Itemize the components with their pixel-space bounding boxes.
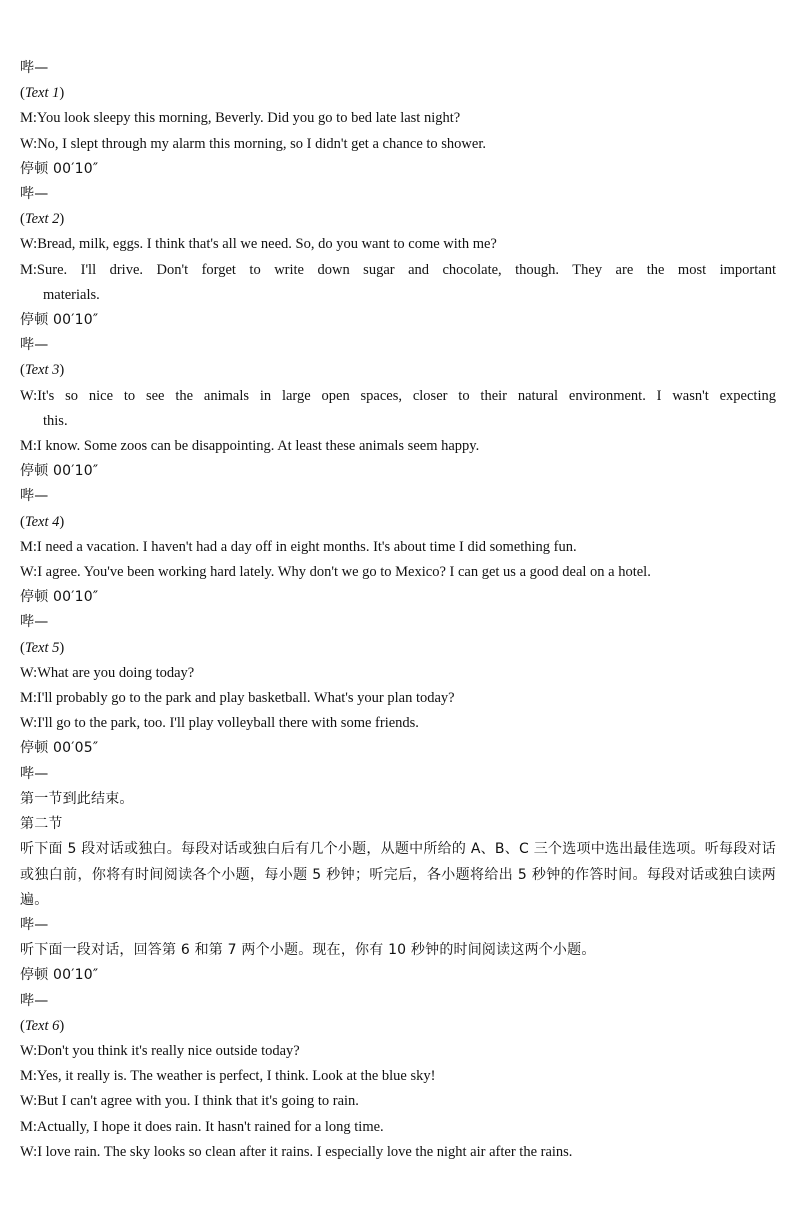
dialog-text: Sure. I'll drive. Don't forget to write down sugar and chocolate, though. They are the most important (36, 261, 776, 278)
beep-marker: 哔— (20, 916, 49, 933)
speaker-label: W: (20, 387, 38, 404)
text-number-label: (Text 5) (20, 639, 65, 656)
speaker-label: W: (20, 564, 38, 581)
speaker-label: W: (20, 1093, 38, 1110)
transcript-page (20, 56, 776, 1165)
text-number-label: (Text 3) (20, 362, 65, 379)
text-label-value: Text 5 (24, 639, 60, 656)
text-label-value: Text 1 (24, 85, 60, 102)
dialog-line-wrapped (20, 384, 776, 434)
text-label-value: Text 3 (24, 362, 60, 379)
speaker-label: M: (20, 1118, 37, 1135)
text-label-value: Text 4 (24, 513, 60, 530)
dialog-line (20, 661, 776, 686)
text-label-value: Text 2 (24, 211, 60, 228)
dialog-text: Yes, it really is. The weather is perfect, I think. Look at the blue sky! (36, 1068, 436, 1085)
section-note: 第一节到此结束。 (20, 790, 134, 807)
beep-marker: 哔— (20, 614, 49, 631)
dialog-text: Don't you think it's really nice outside today? (37, 1042, 300, 1059)
dialog-text: No, I slept through my alarm this morning, so I didn't get a chance to shower. (37, 135, 486, 152)
speaker-label: M: (20, 438, 37, 455)
text-number-label: (Text 2) (20, 211, 65, 228)
speaker-label: M: (20, 1068, 37, 1085)
beep-marker: 哔— (20, 992, 49, 1009)
dialog-line (20, 1140, 776, 1165)
dialog-line (20, 132, 776, 157)
section-instructions: 听下面 5 段对话或独白。每段对话或独白后有几个小题，从题中所给的 A、B、C 三个选项中选出最佳选项。听每段对话或独白前，你将有时间阅读各个小题，每小题 5 秒钟；听完后，各小题将给出 5 秒钟的作答时间。每段对话或独白读两遍。 (20, 841, 776, 908)
dialog-line (20, 711, 776, 736)
pause-marker: 停顿 00′10″ (20, 463, 99, 480)
pause-marker: 停顿 00′10″ (20, 967, 99, 984)
dialog-text: I'll go to the park, too. I'll play volleyball there with some friends. (37, 715, 419, 732)
dialog-text: I love rain. The sky looks so clean after it rains. I especially love the night air after the rains. (37, 1143, 573, 1160)
dialog-line (20, 1064, 776, 1089)
beep-marker: 哔— (20, 337, 49, 354)
dialog-text: Bread, milk, eggs. I think that's all we need. So, do you want to come with me? (37, 236, 497, 253)
speaker-label: M: (20, 110, 37, 127)
speaker-label: W: (20, 715, 38, 732)
beep-marker: 哔— (20, 186, 49, 203)
text-label-value: Text 6 (24, 1017, 60, 1034)
speaker-label: W: (20, 1143, 38, 1160)
dialog-text: What are you doing today? (37, 664, 195, 681)
pause-marker: 停顿 00′10″ (20, 589, 99, 606)
dialog-continuation: materials. (43, 286, 100, 303)
dialog-line (20, 686, 776, 711)
text-number-label: (Text 1) (20, 85, 65, 102)
beep-marker: 哔— (20, 488, 49, 505)
beep-marker: 哔— (20, 765, 49, 782)
dialog-text: You look sleepy this morning, Beverly. Did you go to bed late last night? (36, 110, 461, 127)
speaker-label: W: (20, 664, 38, 681)
dialog-line (20, 1115, 776, 1140)
speaker-label: W: (20, 1042, 38, 1059)
pause-marker: 停顿 00′05″ (20, 740, 99, 757)
speaker-label: M: (20, 538, 37, 555)
dialog-text: I know. Some zoos can be disappointing. At least these animals seem happy. (36, 438, 480, 455)
dialog-line (20, 106, 776, 131)
section-note: 听下面一段对话，回答第 6 和第 7 两个小题。现在，你有 10 秒钟的时间阅读这两个小题。 (20, 942, 596, 959)
dialog-line (20, 434, 776, 459)
speaker-label: M: (20, 261, 37, 278)
section-note: 第二节 (20, 816, 63, 833)
dialog-line (20, 1039, 776, 1064)
beep-marker: 哔— (20, 60, 49, 76)
speaker-label: W: (20, 135, 38, 152)
speaker-label: M: (20, 690, 37, 707)
dialog-line-wrapped (20, 258, 776, 308)
dialog-line (20, 1089, 776, 1114)
dialog-continuation: this. (43, 412, 68, 429)
text-number-label: (Text 6) (20, 1017, 65, 1034)
pause-marker: 停顿 00′10″ (20, 312, 99, 329)
dialog-line (20, 232, 776, 257)
dialog-text: I'll probably go to the park and play basketball. What's your plan today? (36, 690, 455, 707)
dialog-line (20, 560, 776, 585)
dialog-text: It's so nice to see the animals in large open spaces, closer to their natural environment. I wasn't expecting (37, 387, 776, 404)
text-number-label: (Text 4) (20, 513, 65, 530)
dialog-text: Actually, I hope it does rain. It hasn't rained for a long time. (36, 1118, 384, 1135)
speaker-label: W: (20, 236, 38, 253)
dialog-text: I agree. You've been working hard lately. Why don't we go to Mexico? I can get us a good deal on a hotel. (37, 564, 651, 581)
pause-marker: 停顿 00′10″ (20, 160, 99, 177)
dialog-text: I need a vacation. I haven't had a day off in eight months. It's about time I did something fun. (36, 538, 577, 555)
dialog-text: But I can't agree with you. I think that it's going to rain. (37, 1093, 359, 1110)
dialog-line (20, 535, 776, 560)
